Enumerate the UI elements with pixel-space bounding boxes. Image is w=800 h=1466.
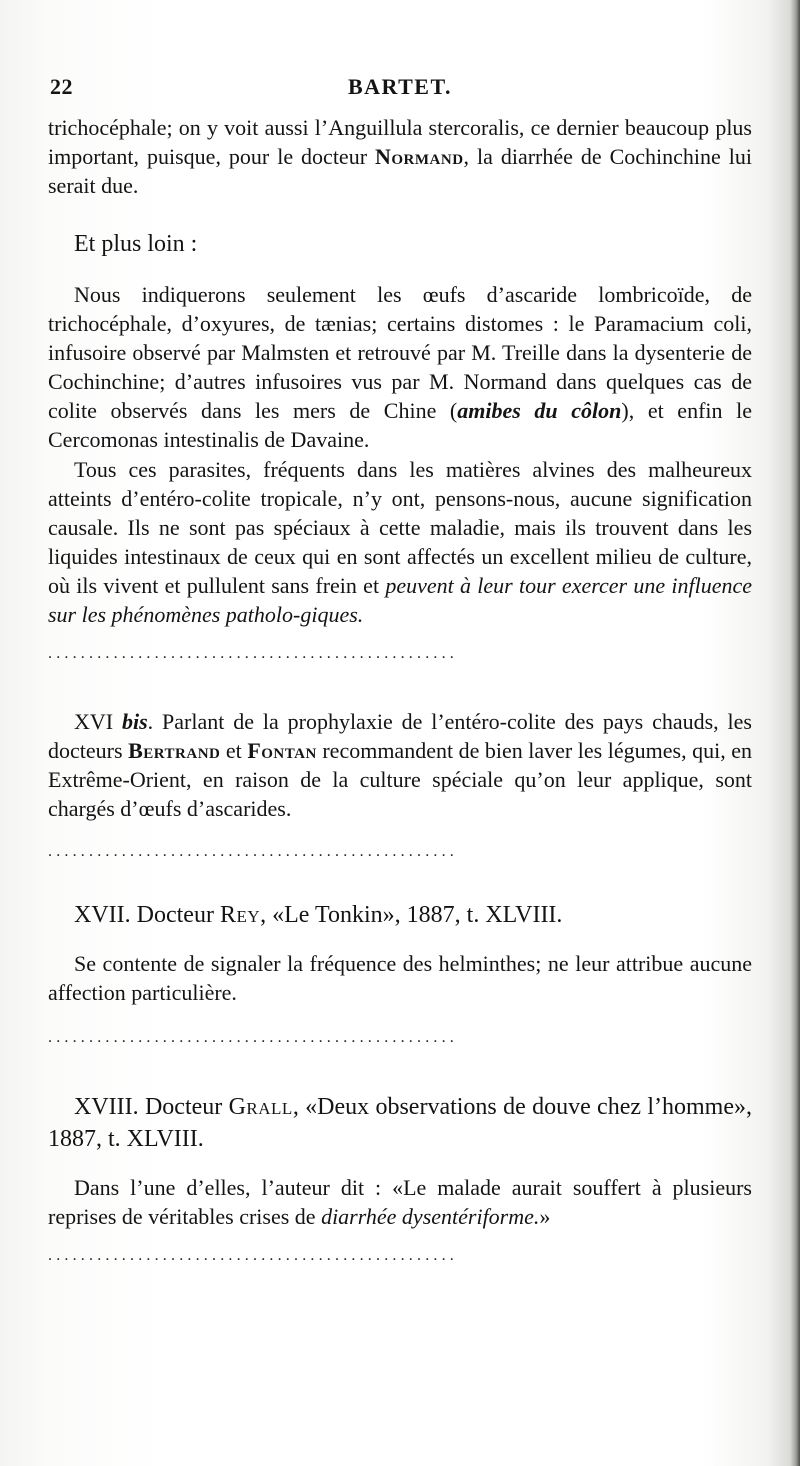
author-name-bertrand: Bertrand bbox=[128, 738, 221, 763]
paragraph-text: et bbox=[220, 738, 248, 763]
author-name-grall: Grall bbox=[228, 1094, 293, 1120]
section-xviii-text bbox=[48, 1173, 752, 1231]
quoted-paragraph-2 bbox=[48, 455, 752, 629]
author-name-rey: Rey bbox=[219, 902, 261, 928]
paragraph-text: Tous ces parasites, fréquents dans les matières alvines des malheureux atteints d’entéro-colite tropicale, n’y ont, pensons-nous, aucune signification causale. Ils ne sont pas spéciaux à cette maladie, mais ils trouvent dans les liquides intestinaux de ceux qui en sont affectés un excellent milieu de culture, où ils vivent et pullulent sans frein et bbox=[48, 457, 752, 598]
italic-phrase: peuvent à leur tour exercer une influence sur les phénomènes patholo-giques. bbox=[48, 573, 752, 627]
section-number: XVI bbox=[74, 709, 122, 734]
italic-term: amibes du côlon bbox=[457, 398, 622, 423]
quoted-paragraph-1 bbox=[48, 280, 752, 454]
paragraph-text: ), et enfin le Cercomonas intestinalis de Davaine. bbox=[48, 398, 752, 452]
heading-text: , «Le Tonkin», 1887, t. XLVIII. bbox=[260, 902, 563, 928]
paragraph-text: Nous indiquerons seulement les œufs d’ascaride lombricoïde, de trichocéphale, d’oxyures, de tænias; certains distomes : le Paramacium coli, infusoire observé par Malmsten et retrouvé par M. Treille dans la dysenterie de Cochinchine; d’autres infusoires vus par M. Normand dans quelques cas de colite observés dans les mers de Chine ( bbox=[48, 282, 752, 423]
subheading-et-plus-loin: Et plus loin : bbox=[74, 231, 198, 257]
page-edge-shadow bbox=[790, 0, 800, 1466]
author-name-fontan: Fontan bbox=[247, 738, 317, 763]
heading-text: , «Deux observations de douve chez l’homme», 1887, t. XLVIII. bbox=[48, 1094, 752, 1152]
author-name-normand: Normand bbox=[375, 144, 464, 169]
bis-marker: bis bbox=[121, 709, 148, 734]
page-header bbox=[50, 70, 750, 106]
paragraph-text: trichocéphale; on y voit aussi l’Anguillula stercoralis, ce dernier beaucoup plus important, puisque, pour le docteur bbox=[48, 115, 752, 169]
running-head: BARTET. bbox=[347, 74, 453, 99]
dotted-separator: .................................................. bbox=[48, 1029, 458, 1046]
paragraph-text: . Parlant de la prophylaxie de l’entéro-colite des pays chauds, les docteurs bbox=[48, 709, 752, 763]
italic-phrase: diarrhée dysentériforme. bbox=[321, 1204, 540, 1229]
page-number: 22 bbox=[50, 74, 73, 99]
paragraph-text: Dans l’une d’elles, l’auteur dit : «Le malade aurait souffert à plusieurs reprises de véritables crises de bbox=[48, 1175, 752, 1229]
body-text bbox=[48, 113, 752, 1267]
paragraph-text: , la diarrhée de Cochinchine lui serait due. bbox=[48, 144, 753, 198]
section-xvii-text: Se contente de signaler la fréquence des helminthes; ne leur attribue aucune affection particulière. bbox=[48, 951, 752, 1005]
heading-text: XVIII. Docteur bbox=[74, 1094, 229, 1120]
section-xvii-heading bbox=[48, 899, 752, 931]
section-xviii-heading bbox=[48, 1091, 752, 1155]
dotted-separator: .................................................. bbox=[48, 645, 458, 662]
paragraph-continuation bbox=[48, 113, 752, 200]
closing-quote: » bbox=[539, 1204, 551, 1229]
section-xvi-bis bbox=[48, 707, 752, 823]
dotted-separator: .................................................. bbox=[48, 1247, 458, 1264]
dotted-separator: .................................................. bbox=[48, 843, 458, 860]
paragraph-text: recommandent de bien laver les légumes, qui, en Extrême-Orient, en raison de la culture spéciale qu’on leur applique, sont chargés d’œufs d’ascarides. bbox=[48, 738, 752, 821]
heading-text: XVII. Docteur bbox=[74, 902, 220, 928]
